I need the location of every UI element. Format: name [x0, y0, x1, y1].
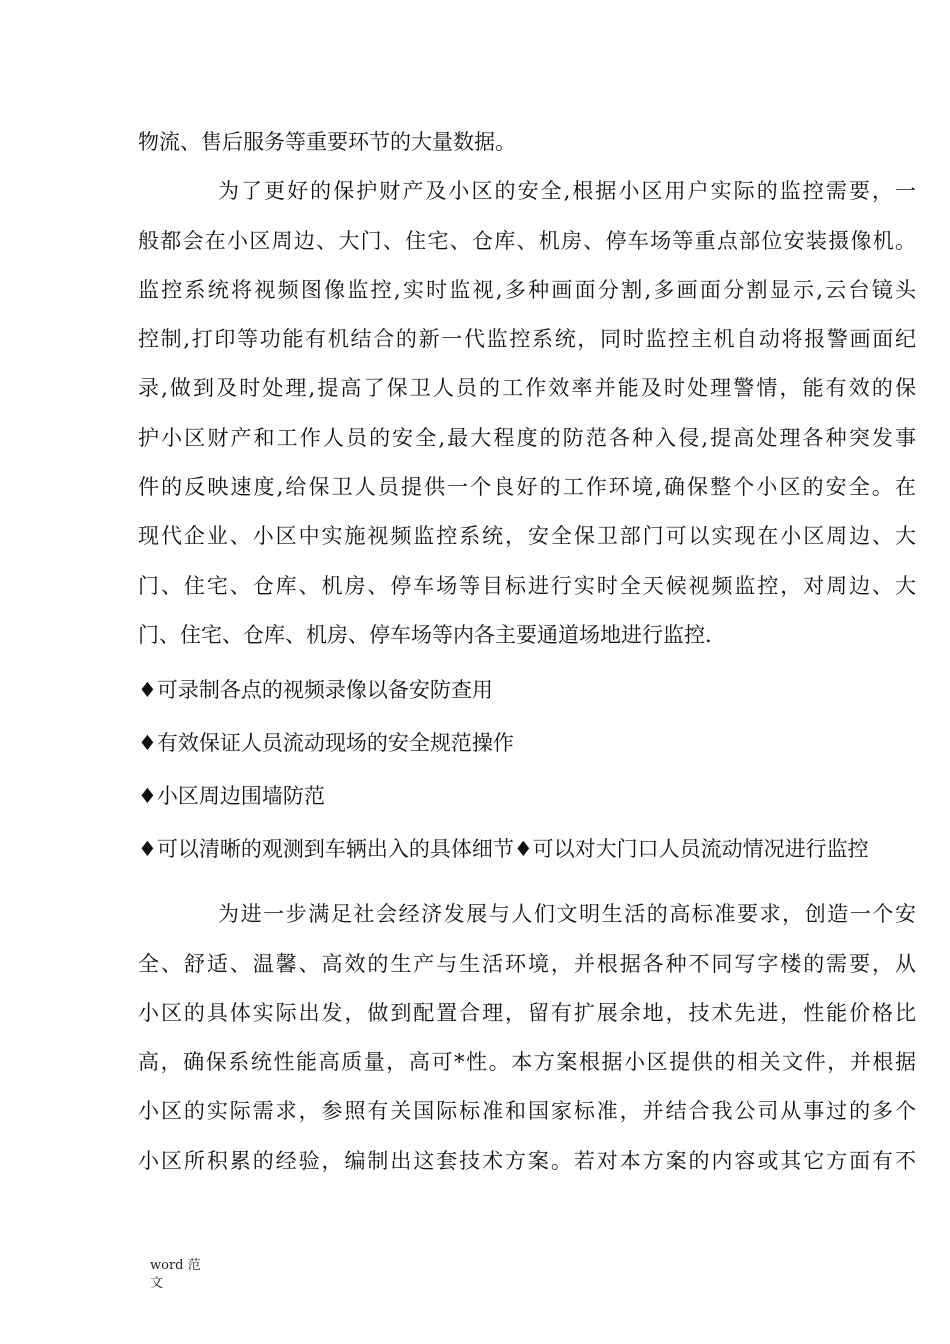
text-line: 小区的实际需求，参照有关国际标准和国家标准，并结合我公司从事过的多个 [138, 1099, 916, 1124]
text-line: 般都会在小区周边、大门、住宅、仓库、机房、停车场等重点部位安装摄像机。 [138, 228, 916, 253]
text-line: 门、住宅、仓库、机房、停车场等内各主要通道场地进行监控. [138, 622, 712, 647]
paragraph-continuation [138, 118, 916, 167]
text-line: 控制,打印等功能有机结合的新一代监控系统，同时监控主机自动将报警画面纪 [138, 327, 916, 352]
text-line: 小区所积累的经验，编制出这套技术方案。若对本方案的内容或其它方面有不 [138, 1148, 916, 1173]
text-line: 护小区财产和工作人员的安全,最大程度的防范各种入侵,提高处理各种突发事 [138, 425, 916, 450]
text-line: 全、舒适、温馨、高效的生产与生活环境，并根据各种不同写字楼的需要，从 [138, 951, 916, 976]
feature-bullet-list [138, 664, 916, 876]
bullet-item: ♦可以清晰的观测到车辆出入的具体细节♦可以对大门口人员流动情况进行监控 [138, 837, 869, 862]
paragraph-design-goals [138, 890, 916, 1186]
text-line: 小区的具体实际出发，做到配置合理，留有扩展余地，技术先进，性能价格比 [138, 1000, 916, 1025]
text-line: 录,做到及时处理,提高了保卫人员的工作效率并能及时处理警情，能有效的保 [138, 376, 916, 401]
text-line: 件的反映速度,给保卫人员提供一个良好的工作环境,确保整个小区的安全。在 [138, 475, 916, 500]
text-line: 高，确保系统性能高质量，高可*性。本方案根据小区提供的相关文件，并根据 [138, 1050, 916, 1075]
bullet-item: ♦可录制各点的视频录像以备安防查用 [138, 678, 493, 703]
paragraph-monitoring-intro [138, 167, 916, 660]
text-line: 监控系统将视频图像监控,实时监视,多种画面分割,多画面分割显示,云台镜头 [138, 277, 916, 302]
bullet-item: ♦有效保证人员流动现场的安全规范操作 [138, 731, 514, 756]
text-line: 为进一步满足社会经济发展与人们文明生活的高标准要求，创造一个安 [218, 902, 916, 927]
text-line: 现代企业、小区中实施视频监控系统，安全保卫部门可以实现在小区周边、大 [138, 524, 916, 549]
text-line: 物流、售后服务等重要环节的大量数据。 [138, 130, 516, 154]
bullet-item: ♦小区周边围墙防范 [138, 784, 325, 809]
document-body [138, 118, 916, 1186]
footer-line: word 范 [150, 1258, 201, 1273]
footer-line: 文 [150, 1276, 164, 1291]
text-line: 为了更好的保护财产及小区的安全,根据小区用户实际的监控需要，一 [218, 179, 916, 204]
text-line: 门、住宅、仓库、机房、停车场等目标进行实时全天候视频监控，对周边、大 [138, 573, 916, 598]
page-footer [150, 1257, 210, 1293]
